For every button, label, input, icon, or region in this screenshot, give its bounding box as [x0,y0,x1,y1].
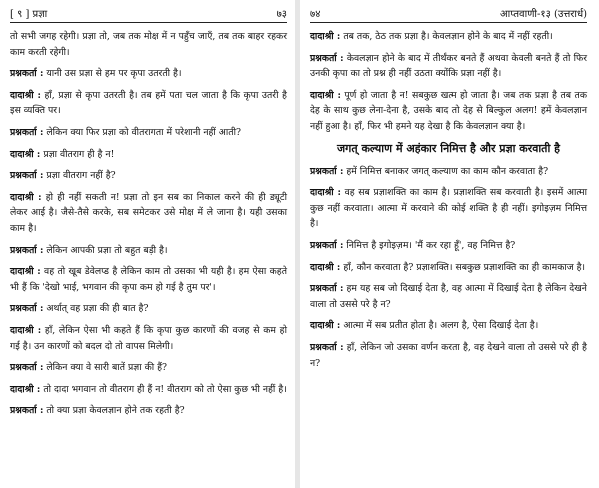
right-page-body-bottom [310,164,587,372]
speaker-label: दादाश्री : [310,31,341,42]
speaker-label: दादाश्री : [10,191,42,203]
paragraph-text: यानी उस प्रज्ञा से हम पर कृपा उतरती है। [46,68,182,80]
right-page-body-top [310,29,587,135]
paragraph-text: तो दादा भगवान तो वीतराग ही हैं न! वीतराग को तो ऐसा कुछ भी नहीं है। [43,383,287,395]
section-label: [ ९ ] प्रज्ञा [10,9,48,20]
speaker-label: प्रश्नकर्ता : [310,341,344,353]
paragraph-text: वह सब प्रज्ञाशक्ति का काम है। प्रज्ञाशक्ति सब करवाती है। इसमें आत्मा कुछ नहीं करवाता। आत्मा में करवाने की कोई शक्ति है ही नहीं। इगोइज़म निमित्त है। [310,187,587,230]
left-page-body [10,29,287,419]
paragraph-text: लेकिन क्या वे सारी बातें प्रज्ञा की हैं? [46,362,168,374]
paragraph-text: हो ही नहीं सकती न! प्रज्ञा तो इन सब का निकाल करने की ही ड्यूटी लेकर आई है। जैसे-तैसे करके, सब समेटकर उसे मोक्ष में ले जाना है। यही उसका काम है। [10,191,288,234]
dialogue-paragraph [10,88,287,119]
paragraph-text: हाँ, लेकिन जो उसका वर्णन करता है, वह देखने वाला तो उससे परे ही है न? [310,341,587,369]
page-number: ७४ [310,9,321,20]
paragraph-text: प्रज्ञा वीतराग ही है न! [43,148,115,160]
paragraph-text: वह तो खूब डेवेलप्ड है लेकिन काम तो उसका भी यही है। हम ऐसा कहते भी हैं कि 'देखो भाई, भगवान की कृपा कम हो गई है तुम पर'। [10,266,287,293]
speaker-label: दादाश्री : [10,89,41,101]
dialogue-paragraph [10,264,287,295]
dialogue-paragraph [310,185,587,232]
speaker-label: दादाश्री : [10,148,41,160]
speaker-label: दादाश्री : [310,261,341,273]
speaker-label: प्रश्नकर्ता : [10,68,44,80]
dialogue-paragraph [10,168,287,184]
dialogue-paragraph [310,238,587,254]
book-title: आप्तवाणी-१३ (उत्तरार्ध) [500,9,587,20]
speaker-label: प्रश्नकर्ता : [10,405,44,417]
section-heading: जगत् कल्याण में अहंकार निमित्त है और प्रज्ञा करवाती है [337,141,560,155]
paragraph-text: तब तक, ठेठ तक प्रज्ञा है। केवलज्ञान होने के बाद में नहीं रहती। [343,31,553,42]
paragraph-text: तो क्या प्रज्ञा केवलज्ञान होने तक रहती है? [46,405,185,417]
paragraph-text: निमित्त है इगोइज़म। 'मैं कर रहा हूँ', वह निमित्त है? [346,239,516,251]
dialogue-paragraph [310,88,587,135]
paragraph-text: अर्थात् वह प्रज्ञा की ही बात है? [46,303,149,315]
paragraph-text: प्रज्ञा वीतराग नहीं है? [46,170,116,182]
speaker-label: दादाश्री : [310,320,341,332]
paragraph-text: पूर्ण हो जाता है न! सबकुछ खत्म हो जाता है। जब तक प्रज्ञा है तब तक देह के साथ कुछ लेना-देना है, उसके बाद तो देह से बिल्कुल अलग! हमें केवलज्ञान नहीं हुआ है। हाँ, फिर भी हमने यह देखा है कि केवलज्ञान क्या है। [310,89,587,132]
dialogue-paragraph [10,190,287,237]
paragraph-text: लेकिन क्या फिर प्रज्ञा को वीतरागता में परेशानी नहीं आती? [46,126,241,138]
speaker-label: प्रश्नकर्ता : [310,165,344,177]
paragraph-text: हमें निमित्त बनाकर जगत् कल्याण का काम कौन करवाता है? [346,165,549,177]
paragraph-text: हाँ, कौन करवाता है? प्रज्ञाशक्ति। सबकुछ प्रज्ञाशक्ति का ही कामकाज है। [343,261,586,273]
right-page-header [310,6,587,20]
paragraph-text: तो सभी जगह रहेगी। प्रज्ञा तो, जब तक मोक्ष में न पहुँच जाएँ, तब तक बाहर रहकर काम करती रहेगी। [10,31,287,58]
paragraph-text: आत्मा में सब प्रतीत होता है। अलग है, ऐसा दिखाई देता है। [343,320,539,332]
speaker-label: दादाश्री : [10,324,42,336]
dialogue-paragraph [10,382,287,398]
speaker-label: प्रश्नकर्ता : [310,52,344,64]
paragraph-text: केवलज्ञान होने के बाद में तीर्थंकर बनते हैं अथवा केवली बनते हैं तो फिर उनकी कृपा का तो प्रश्न ही नहीं उठता क्योंकि प्रज्ञा नहीं है। [310,52,588,80]
paragraph-text: लेकिन आपकी प्रज्ञा तो बहुत बड़ी है। [46,244,168,256]
speaker-label: प्रश्नकर्ता : [310,283,344,295]
dialogue-paragraph [310,318,587,334]
dialogue-paragraph [10,29,287,60]
right-page [300,0,599,488]
dialogue-paragraph [10,125,287,141]
speaker-label: प्रश्नकर्ता : [10,303,44,315]
speaker-label: दादाश्री : [310,187,341,199]
dialogue-paragraph [10,66,287,82]
dialogue-paragraph [310,281,587,312]
speaker-label: प्रश्नकर्ता : [10,170,44,182]
speaker-label: प्रश्नकर्ता : [10,362,44,374]
dialogue-paragraph [10,323,287,354]
dialogue-paragraph [310,340,587,371]
dialogue-paragraph [10,360,287,376]
speaker-label: प्रश्नकर्ता : [310,239,344,251]
paragraph-text: हाँ, लेकिन ऐसा भी कहते हैं कि कृपा कुछ कारणों की वजह से कम हो गई है। उन कारणों को बदल दो तो वापस मिलेगी। [10,324,287,352]
speaker-label: दादाश्री : [310,89,341,101]
dialogue-paragraph [310,51,587,82]
speaker-label: दादाश्री : [10,266,41,278]
left-page [0,0,295,488]
dialogue-paragraph [10,301,287,317]
left-page-header [10,6,287,20]
speaker-label: दादाश्री : [10,383,41,395]
header-rule [310,22,587,23]
dialogue-paragraph [310,164,587,180]
dialogue-paragraph [10,243,287,259]
paragraph-text: हम यह सब जो दिखाई देता है, वह आत्मा में दिखाई देता है लेकिन देखने वाला तो उससे परे है न? [310,283,587,310]
dialogue-paragraph [10,147,287,163]
dialogue-paragraph [310,260,587,276]
page-number: ७३ [276,9,287,20]
paragraph-text: हाँ, प्रज्ञा से कृपा उतरती है। तब हमें पता चल जाता है कि कृपा उतरी है इस व्यक्ति पर। [10,89,287,117]
speaker-label: प्रश्नकर्ता : [10,244,44,256]
dialogue-paragraph [10,403,287,419]
speaker-label: प्रश्नकर्ता : [10,126,44,138]
header-rule [10,22,287,23]
dialogue-paragraph [310,29,587,45]
